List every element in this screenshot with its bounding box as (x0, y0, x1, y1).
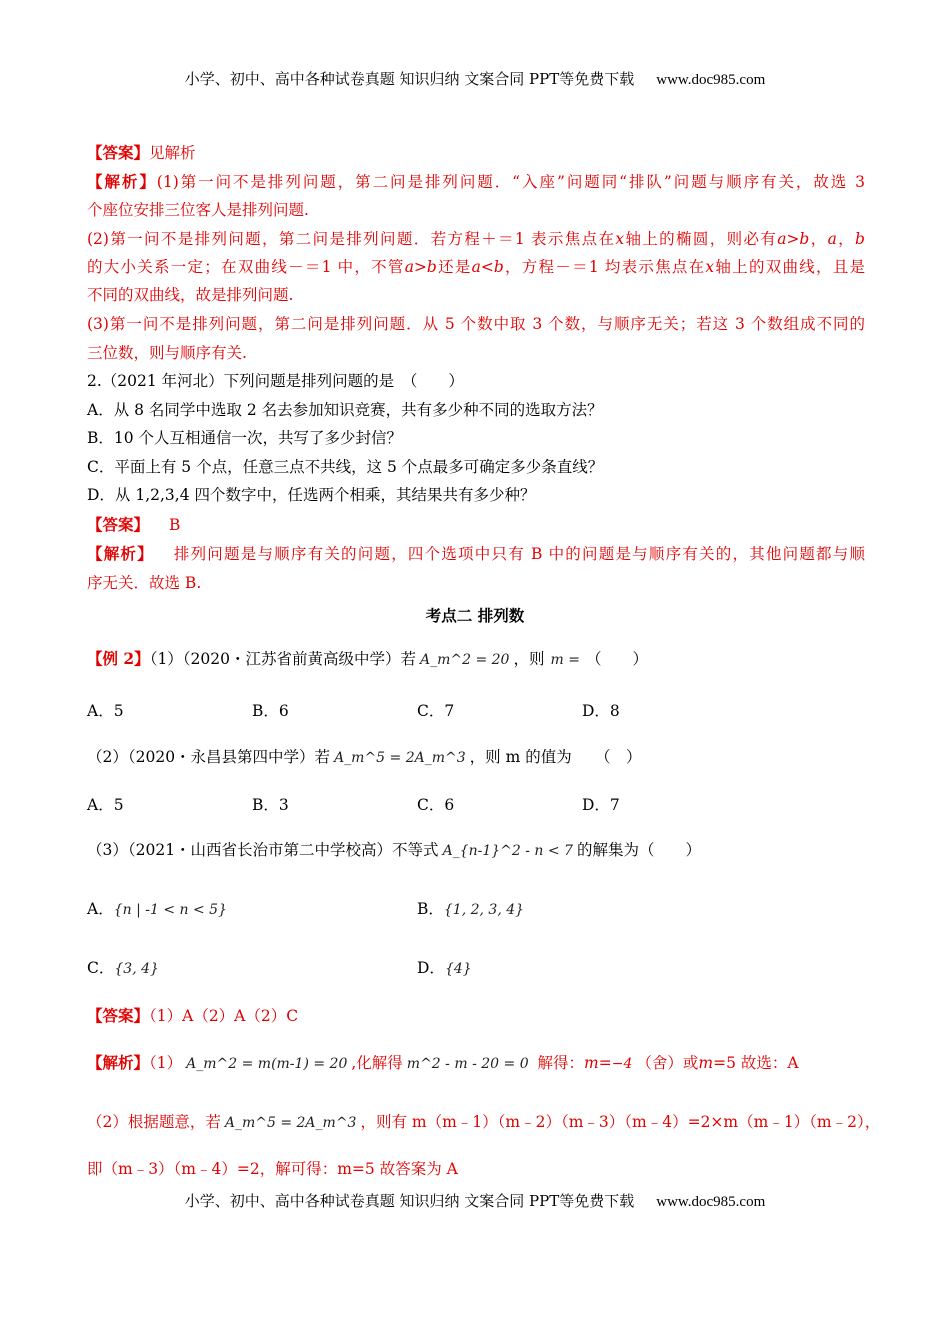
text-span: ，则有 m（m﹣1）（m﹣2）（m﹣3）（m﹣4）=2×m（m﹣1）（m﹣2）， (360, 1113, 881, 1131)
ex2-sub3-option-c (87, 957, 159, 980)
ex2-sub2-option-c: C．6 (417, 796, 455, 814)
ex2-sub3-option-b (417, 898, 524, 921)
text-span: ,化解得 (351, 1054, 403, 1072)
section-title: 考点二 排列数 (425, 606, 525, 625)
ex2-sub3-stem (87, 839, 865, 862)
set-4: {4} (444, 961, 472, 977)
text-span: ，方程－＝1 均表示焦点在 (503, 258, 706, 276)
analysis-text: (1)第一问不是排列问题，第二问是排列问题．“入座”问题同“排队”问题与顺序有关，故选 3 (156, 173, 865, 191)
answer-label: 【答案】 (87, 143, 150, 162)
var-a-lt-b: a<b (471, 258, 504, 276)
q2-option-c: C．平面上有 5 个点，任意三点不共线，这 5 个点最多可确定多少条直线？ (87, 458, 604, 476)
answer-text: B (169, 516, 181, 534)
text-span: ，则 m 的值为 （ ） (469, 748, 642, 766)
var-a-gt-b: a>b (404, 258, 437, 276)
formula-a-m2-eq-20: A_m^2 = 20 (420, 652, 510, 668)
text-span: 的大小关系一定；在双曲线－＝1 中，不管 (87, 258, 405, 276)
ex2-sub3-option-a (87, 898, 227, 921)
footer-text: 小学、初中、高中各种试卷真题 知识归纳 文案合同 PPT等免费下载 (184, 1192, 635, 1210)
ex2-sub3-option-d (417, 957, 472, 980)
header-site-link[interactable]: www.doc985.com (656, 72, 766, 88)
q1-part3-line-2: 三位数，则与顺序有关. (87, 344, 247, 362)
page-footer (0, 1190, 950, 1211)
analysis-label: 【解析】 (87, 544, 154, 563)
header-text: 小学、初中、高中各种试卷真题 知识归纳 文案合同 PPT等免费下载 (184, 70, 635, 88)
text-span: 轴上的双曲线，且是 (714, 258, 865, 276)
q2-option-d: D．从 1,2,3,4 四个数字中，任选两个相乘，其结果共有多少种？ (87, 486, 536, 504)
text-span: （ ） (585, 650, 648, 668)
ex2-analysis-line-1 (87, 1052, 865, 1075)
text-span: 轴上的椭圆，则必有 (624, 230, 778, 248)
formula-a-m5-eq-2a-m3: A_m^5 = 2A_m^3 (224, 1115, 357, 1131)
analysis-label: 【解析】 (87, 172, 157, 191)
q1-analysis-line-1 (87, 171, 865, 193)
q2-option-b: B．10 个人互相通信一次，共写了多少封信？ (87, 429, 403, 447)
formula-inequality: A_{n-1}^2 - n < 7 (442, 843, 573, 859)
text-span: （1） (149, 1054, 183, 1072)
ex2-sub2-option-a: A．5 (87, 796, 124, 814)
text-span: （2）（2020・永昌县第四中学）若 (87, 748, 331, 766)
analysis-text: 排列问题是与顺序有关的问题，四个选项中只有 B 中的问题是与顺序有关的，其他问题都与顺 (173, 545, 865, 563)
text-span: ， (809, 230, 828, 248)
ex2-sub1-option-a: A．5 (87, 702, 124, 720)
text-span: （舍）或 (636, 1054, 699, 1072)
ex2-sub2-stem (87, 746, 865, 769)
formula-a-m5-eq-2a-m3: A_m^5 = 2A_m^3 (334, 750, 466, 766)
set-n-range: {n | -1 < n < 5} (113, 902, 227, 918)
var-a-gt-b: a>b (777, 230, 810, 248)
text-span: ，则 (513, 650, 545, 668)
var-a: a (827, 230, 837, 248)
ex2-sub1-option-d: D．8 (582, 702, 620, 720)
var-m: m (698, 1054, 714, 1072)
q2-analysis-line-2: 序无关．故选 B. (87, 574, 202, 592)
set-34: {3, 4} (114, 961, 159, 977)
answer-text: 见解析 (149, 144, 196, 162)
text-span: 还是 (436, 258, 472, 276)
formula-a-m2-expanded: A_m^2 = m(m-1) = 20 (186, 1056, 348, 1072)
ex2-sub1-option-b: B．6 (252, 702, 289, 720)
text-span: = (598, 1054, 612, 1072)
text-span: （1）（2020・江苏省前黄高级中学）若 (149, 650, 416, 668)
q1-analysis-line-2: 个座位安排三位客人是排列问题. (87, 201, 309, 219)
ex2-sub2-option-d: D．7 (582, 796, 620, 814)
text-span: 解得： (532, 1054, 585, 1072)
ex2-sub1-option-c: C．7 (417, 702, 455, 720)
q1-part3-line-1: (3)第一问不是排列问题，第二问是排列问题．从 5 个数中取 3 个数，与顺序无关；若这 3 个数组成不同的 (87, 315, 865, 333)
ex2-analysis-line-2 (87, 1111, 881, 1134)
var-m: m (584, 1054, 599, 1072)
answer-label: 【答案】 (87, 1006, 150, 1025)
var-x: x (705, 258, 715, 276)
analysis-label: 【解析】 (87, 1053, 150, 1072)
text-span: (2)第一问不是排列问题，第二问是排列问题．若方程＋＝1 表示焦点在 (87, 230, 616, 248)
q1-answer-line (87, 142, 865, 164)
text-span: （3）（2021・山西省长治市第二中学校高）不等式 (87, 841, 439, 859)
var-m: m = (550, 652, 580, 668)
q2-option-a: A．从 8 名同学中选取 2 名去参加知识竞赛，共有多少种不同的选取方法？ (87, 401, 603, 419)
text-span: =5 故选：A (713, 1054, 799, 1072)
value-neg4: −4 (611, 1056, 633, 1072)
option-label: D． (417, 959, 445, 977)
var-b: b (855, 230, 865, 248)
page-header (0, 68, 950, 89)
option-label: C． (87, 959, 115, 977)
q1-part2-line-2 (87, 256, 865, 278)
ex2-answer-line (87, 1005, 865, 1027)
text-span: ， (836, 230, 856, 248)
q2-analysis-line-1 (87, 543, 865, 565)
ex2-sub1-stem (87, 648, 865, 671)
footer-site-link[interactable]: www.doc985.com (656, 1194, 766, 1210)
example-label: 【例 2】 (87, 649, 150, 668)
q1-part2-line-3: 不同的双曲线，故是排列问题. (87, 286, 294, 304)
formula-quadratic: m^2 - m - 20 = 0 (406, 1056, 529, 1072)
option-label: B． (417, 900, 444, 918)
text-span: （2）根据题意，若 (87, 1113, 221, 1131)
var-x: x (615, 230, 625, 248)
text-span: 的解集为（ ） (576, 841, 701, 859)
ex2-sub2-option-b: B．3 (252, 796, 289, 814)
option-label: A． (87, 900, 114, 918)
set-1234: {1, 2, 3, 4} (443, 902, 525, 918)
answer-text: （1）A（2）A（2）C (149, 1007, 299, 1025)
ex2-analysis-line-3: 即（m﹣3）（m﹣4）=2，解可得：m=5 故答案为 A (87, 1160, 458, 1178)
answer-label: 【答案】 (87, 515, 150, 534)
q2-answer-line (87, 514, 865, 536)
q2-stem: 2.（2021 年河北）下列问题是排列问题的是 （ ） (87, 372, 464, 390)
q1-part2-line-1 (87, 228, 865, 250)
